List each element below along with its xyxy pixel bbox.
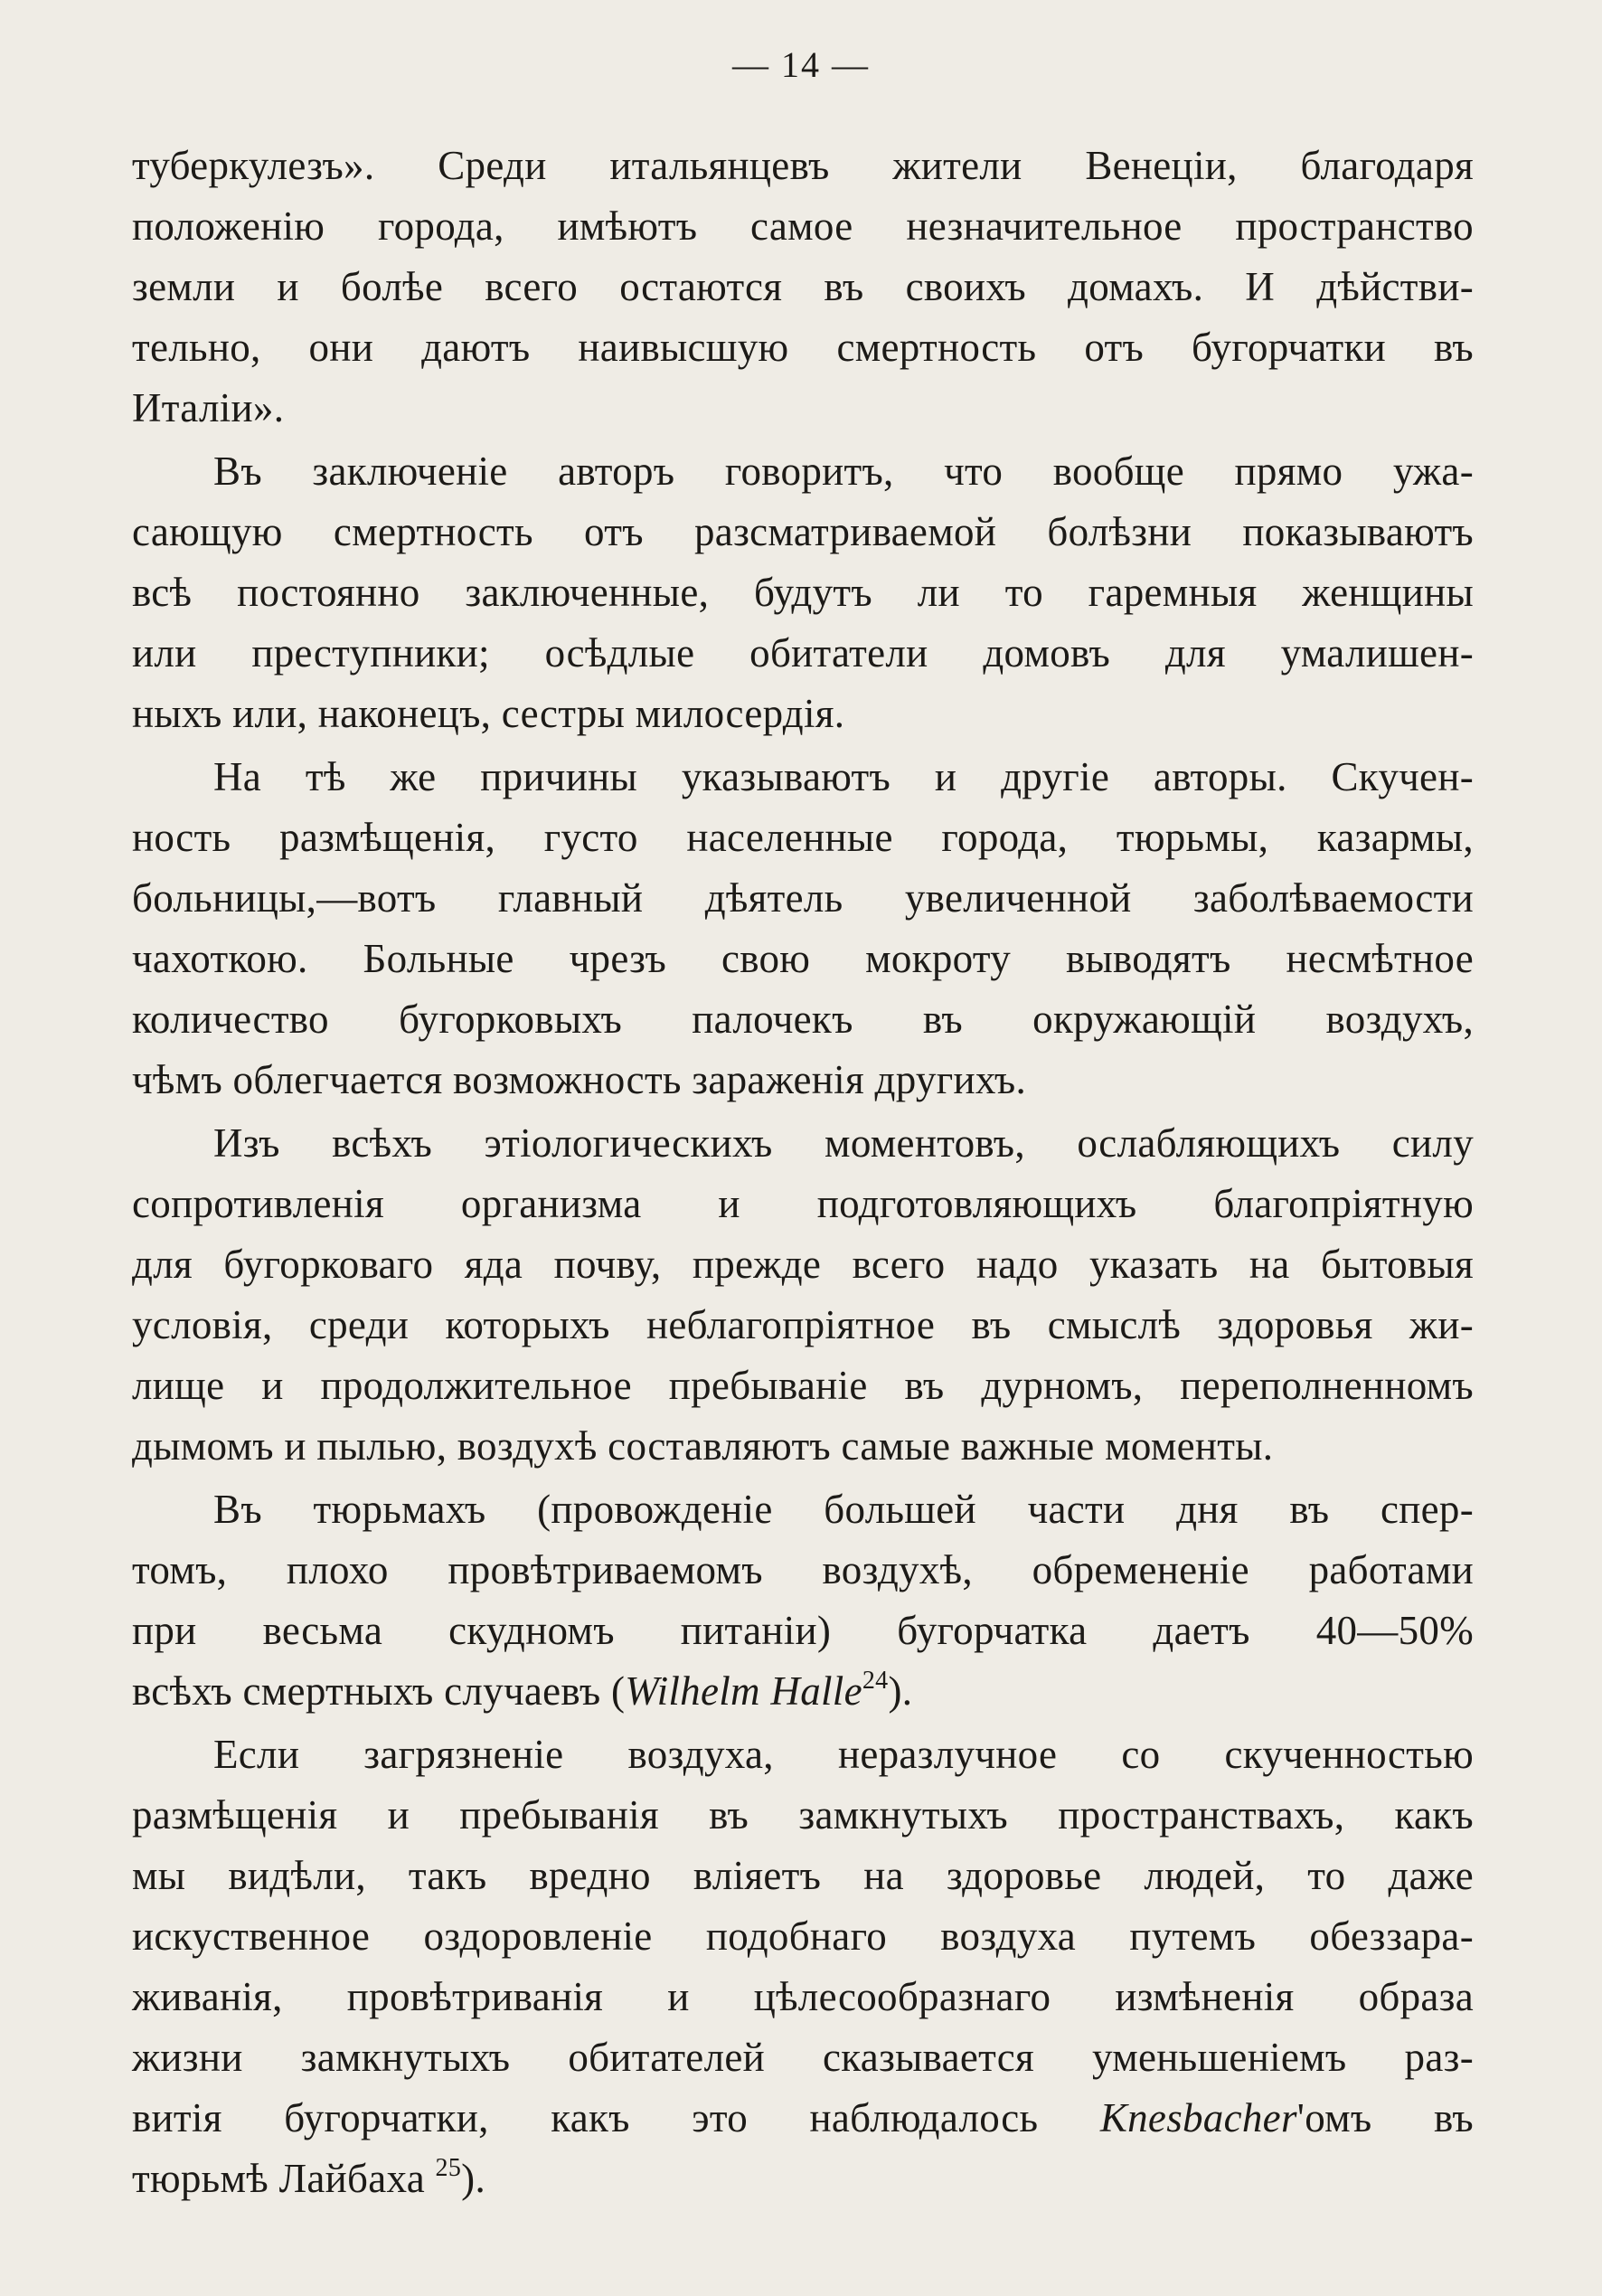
text-line: Въ тюрьмахъ (провожденіе большей части дня въ спер- xyxy=(213,1487,1474,1532)
text-line: искуственное оздоровленіе подобнаго воздуха путемъ обеззара- xyxy=(132,1913,1474,1959)
paragraph xyxy=(132,1113,1474,1477)
text-line: или преступники; осѣдлые обитатели домовъ для умалишен- xyxy=(132,630,1474,676)
author-name: Knesbacher xyxy=(1099,2095,1297,2140)
text-line: мы видѣли, такъ вредно вліяетъ на здоровье людей, то даже xyxy=(132,1853,1474,1898)
text-line: всѣ постоянно заключенные, будутъ ли то гаремныя женщины xyxy=(132,570,1474,615)
text-run: ). xyxy=(888,1668,913,1714)
text-line: количество бугорковыхъ палочекъ въ окружающій воздухъ, xyxy=(132,997,1474,1042)
text-line: туберкулезъ». Среди итальянцевъ жители Венеціи, благодаря xyxy=(132,143,1474,188)
text-line: сопротивленія организма и подготовляющихъ благопріятную xyxy=(132,1181,1474,1226)
text-line: Въ заключеніе авторъ говоритъ, что вообще прямо ужа- xyxy=(213,449,1474,494)
text-line: для бугорковаго яда почву, прежде всего надо указать на бытовыя xyxy=(132,1242,1474,1287)
text-run: 'омъ въ xyxy=(1296,2095,1474,2140)
paragraph xyxy=(132,136,1474,439)
text-line: больницы,—вотъ главный дѣятель увеличенной заболѣваемости xyxy=(132,875,1474,921)
text-line: сающую смертность отъ разсматриваемой болѣзни показываютъ xyxy=(132,509,1474,554)
text-line: земли и болѣе всего остаются въ своихъ домахъ. И дѣйстви- xyxy=(132,264,1474,309)
text-line: положенію города, имѣютъ самое незначительное пространство xyxy=(132,203,1474,249)
text-line: дымомъ и пылью, воздухѣ составляютъ самые важные моменты. xyxy=(132,1423,1274,1469)
paragraph xyxy=(132,1724,1474,2209)
page-number: — 14 — xyxy=(732,44,870,85)
footnote-ref: 24 xyxy=(862,1667,889,1695)
text-line: ность размѣщенія, густо населенные города, тюрьмы, казармы, xyxy=(132,815,1474,860)
text-line: чахоткою. Больные чрезъ свою мокроту выводятъ несмѣтное xyxy=(132,936,1474,981)
text-line xyxy=(132,2149,1474,2209)
body-text xyxy=(132,136,1474,2209)
text-line: условія, среди которыхъ неблагопріятное въ смыслѣ здоровья жи- xyxy=(132,1302,1474,1347)
text-line: Если загрязненіе воздуха, неразлучное со скученностью xyxy=(213,1732,1474,1777)
text-line: Италіи». xyxy=(132,385,285,430)
author-name: Wilhelm Halle xyxy=(625,1668,862,1714)
paragraph xyxy=(132,1479,1474,1722)
text-line: На тѣ же причины указываютъ и другіе авторы. Скучен- xyxy=(213,754,1474,799)
text-run: витія бугорчатки, какъ это наблюдалось xyxy=(132,2095,1100,2140)
text-line: размѣщенія и пребыванія въ замкнутыхъ пространствахъ, какъ xyxy=(132,1792,1474,1838)
text-line: при весьма скудномъ питаніи) бугорчатка даетъ 40—50% xyxy=(132,1608,1474,1653)
paragraph xyxy=(132,441,1474,744)
text-line: лище и продолжительное пребываніе въ дурномъ, переполненномъ xyxy=(132,1363,1474,1408)
text-run: тюрьмѣ Лайбаха xyxy=(132,2156,436,2201)
text-line: тельно, они даютъ наивысшую смертность отъ бугорчатки въ xyxy=(132,325,1474,370)
text-line: чѣмъ облегчается возможность зараженія другихъ. xyxy=(132,1057,1027,1102)
text-line xyxy=(132,2088,1474,2149)
footnote-ref: 25 xyxy=(435,2154,462,2182)
paragraph xyxy=(132,747,1474,1110)
text-run: ). xyxy=(461,2156,485,2201)
text-line: живанія, провѣтриванія и цѣлесообразнаго измѣненія образа xyxy=(132,1974,1474,2019)
text-run: всѣхъ смертныхъ случаевъ ( xyxy=(132,1668,626,1714)
text-line: жизни замкнутыхъ обитателей сказывается уменьшеніемъ раз- xyxy=(132,2035,1474,2080)
text-line: Изъ всѣхъ этіологическихъ моментовъ, ослабляющихъ силу xyxy=(213,1120,1474,1166)
text-line: томъ, плохо провѣтриваемомъ воздухѣ, обремененіе работами xyxy=(132,1547,1474,1592)
text-line xyxy=(132,1661,1474,1722)
text-line: ныхъ или, наконецъ, сестры милосердія. xyxy=(132,691,845,736)
